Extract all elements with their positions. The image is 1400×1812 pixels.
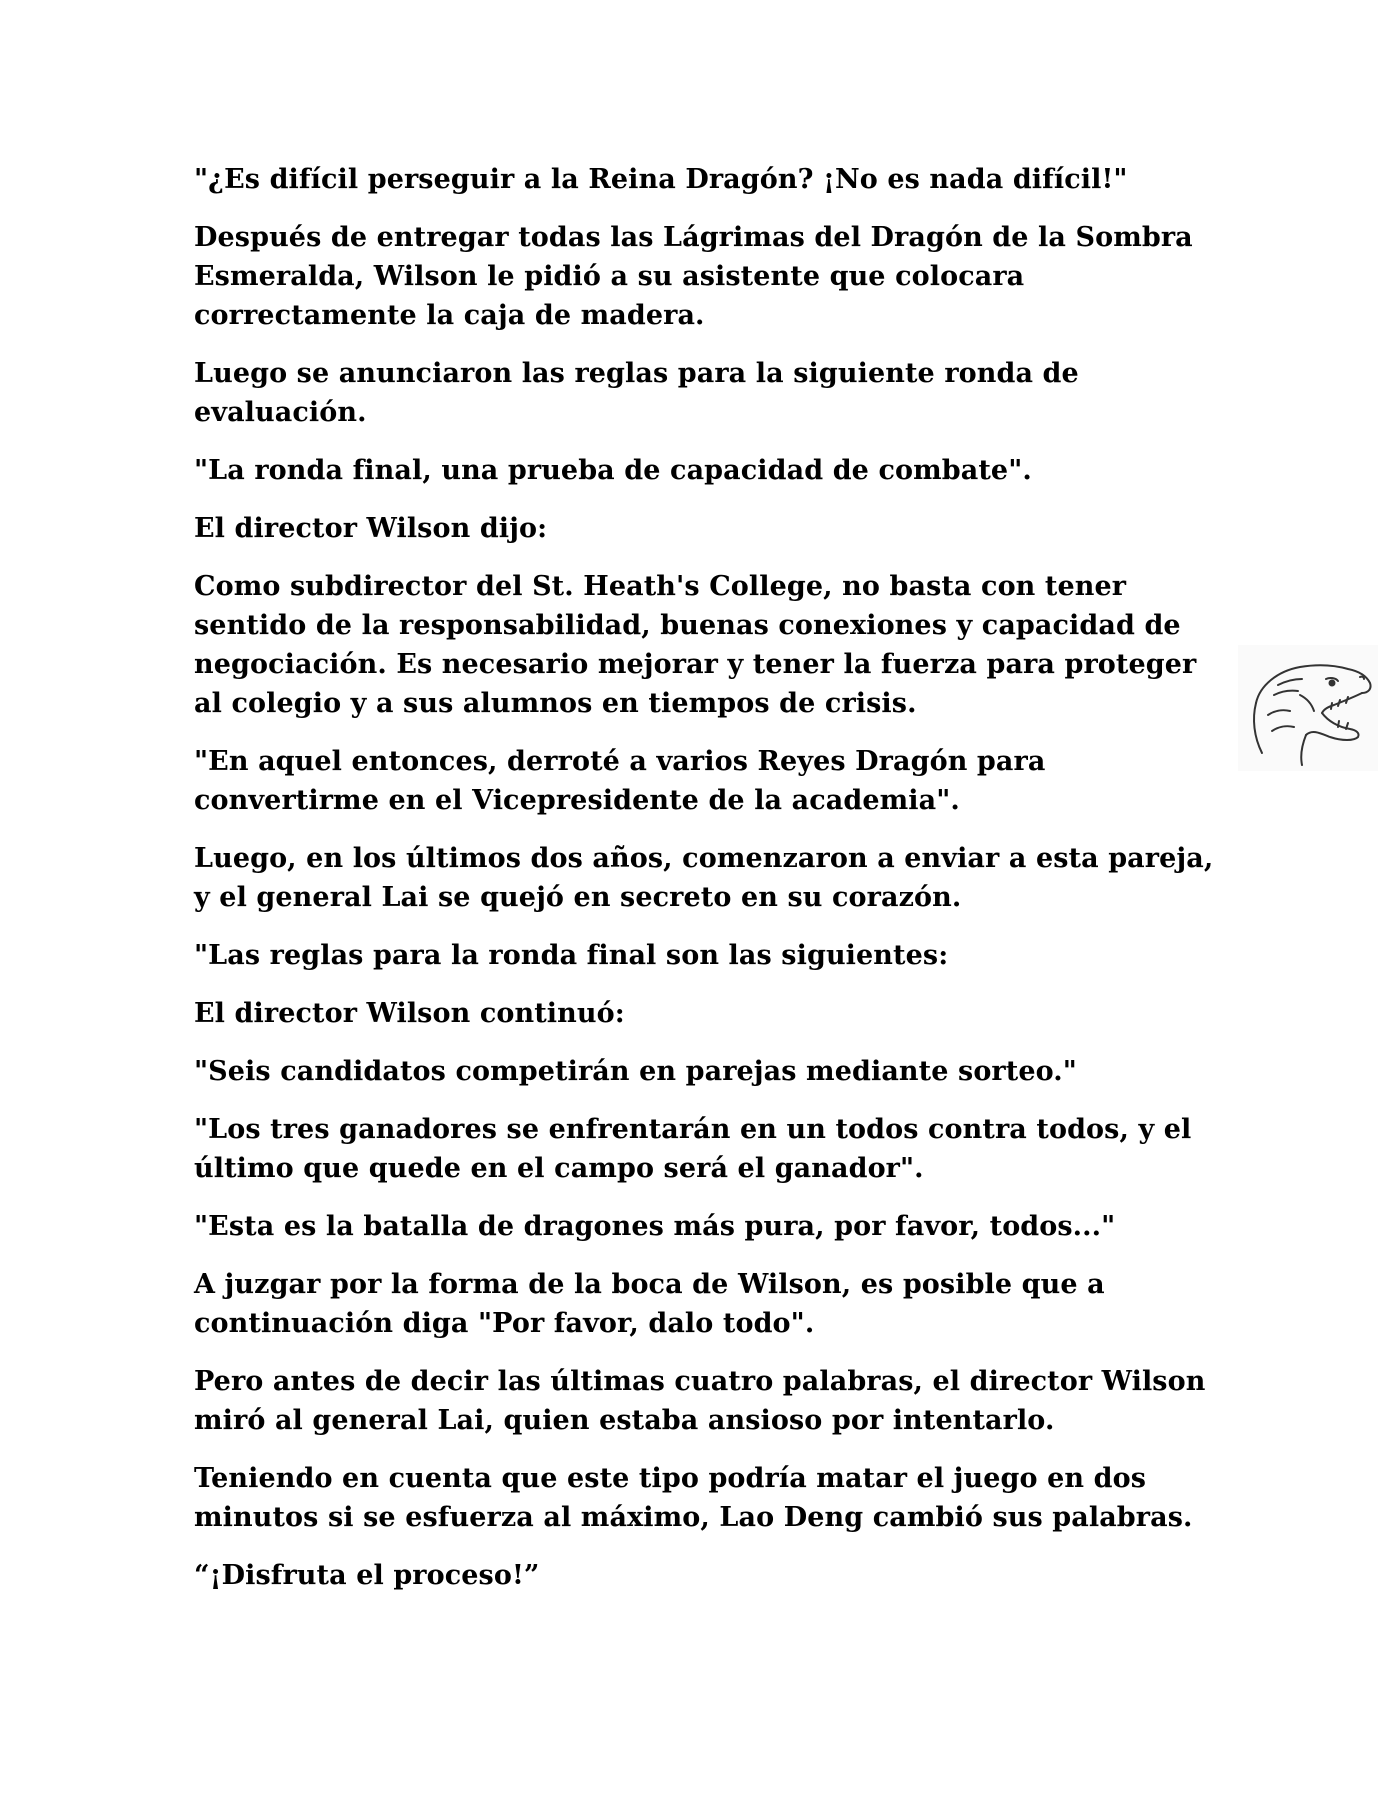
paragraph: "Los tres ganadores se enfrentarán en un todos contra todos, y el último que quede en el campo será el ganador". xyxy=(194,1114,1192,1184)
paragraph: "Esta es la batalla de dragones más pura, por favor, todos..." xyxy=(194,1211,1116,1242)
paragraph: "Seis candidatos competirán en parejas mediante sorteo." xyxy=(194,1056,1077,1087)
paragraph: Luego se anunciaron las reglas para la siguiente ronda de evaluación. xyxy=(194,358,1079,428)
document-body xyxy=(194,160,1214,1614)
paragraph: Como subdirector del St. Heath's College, no basta con tener sentido de la responsabilidad, buenas conexiones y capacidad de negociación. Es necesario mejorar y tener la fuerza para proteger al colegio y a sus alumnos en tiempos de crisis. xyxy=(194,571,1197,719)
paragraph: “¡Disfruta el proceso!” xyxy=(194,1560,540,1591)
paragraph: El director Wilson continuó: xyxy=(194,998,625,1029)
paragraph: Después de entregar todas las Lágrimas del Dragón de la Sombra Esmeralda, Wilson le pidió a su asistente que colocara correctamente la caja de madera. xyxy=(194,222,1193,331)
paragraph: "La ronda final, una prueba de capacidad de combate". xyxy=(194,455,1032,486)
dinosaur-head-sketch-icon xyxy=(1238,645,1378,771)
paragraph: "¿Es difícil perseguir a la Reina Dragón? ¡No es nada difícil!" xyxy=(194,164,1128,195)
paragraph: "En aquel entonces, derroté a varios Reyes Dragón para convertirme en el Vicepresidente de la academia". xyxy=(194,746,1046,816)
paragraph: Luego, en los últimos dos años, comenzaron a enviar a esta pareja, y el general Lai se quejó en secreto en su corazón. xyxy=(194,843,1214,913)
paragraph: El director Wilson dijo: xyxy=(194,513,548,544)
paragraph: Teniendo en cuenta que este tipo podría matar el juego en dos minutos si se esfuerza al máximo, Lao Deng cambió sus palabras. xyxy=(194,1463,1193,1533)
paragraph: "Las reglas para la ronda final son las siguientes: xyxy=(194,940,949,971)
paragraph: A juzgar por la forma de la boca de Wilson, es posible que a continuación diga "Por favor, dalo todo". xyxy=(194,1269,1105,1339)
paragraph: Pero antes de decir las últimas cuatro palabras, el director Wilson miró al general Lai, quien estaba ansioso por intentarlo. xyxy=(194,1366,1206,1436)
